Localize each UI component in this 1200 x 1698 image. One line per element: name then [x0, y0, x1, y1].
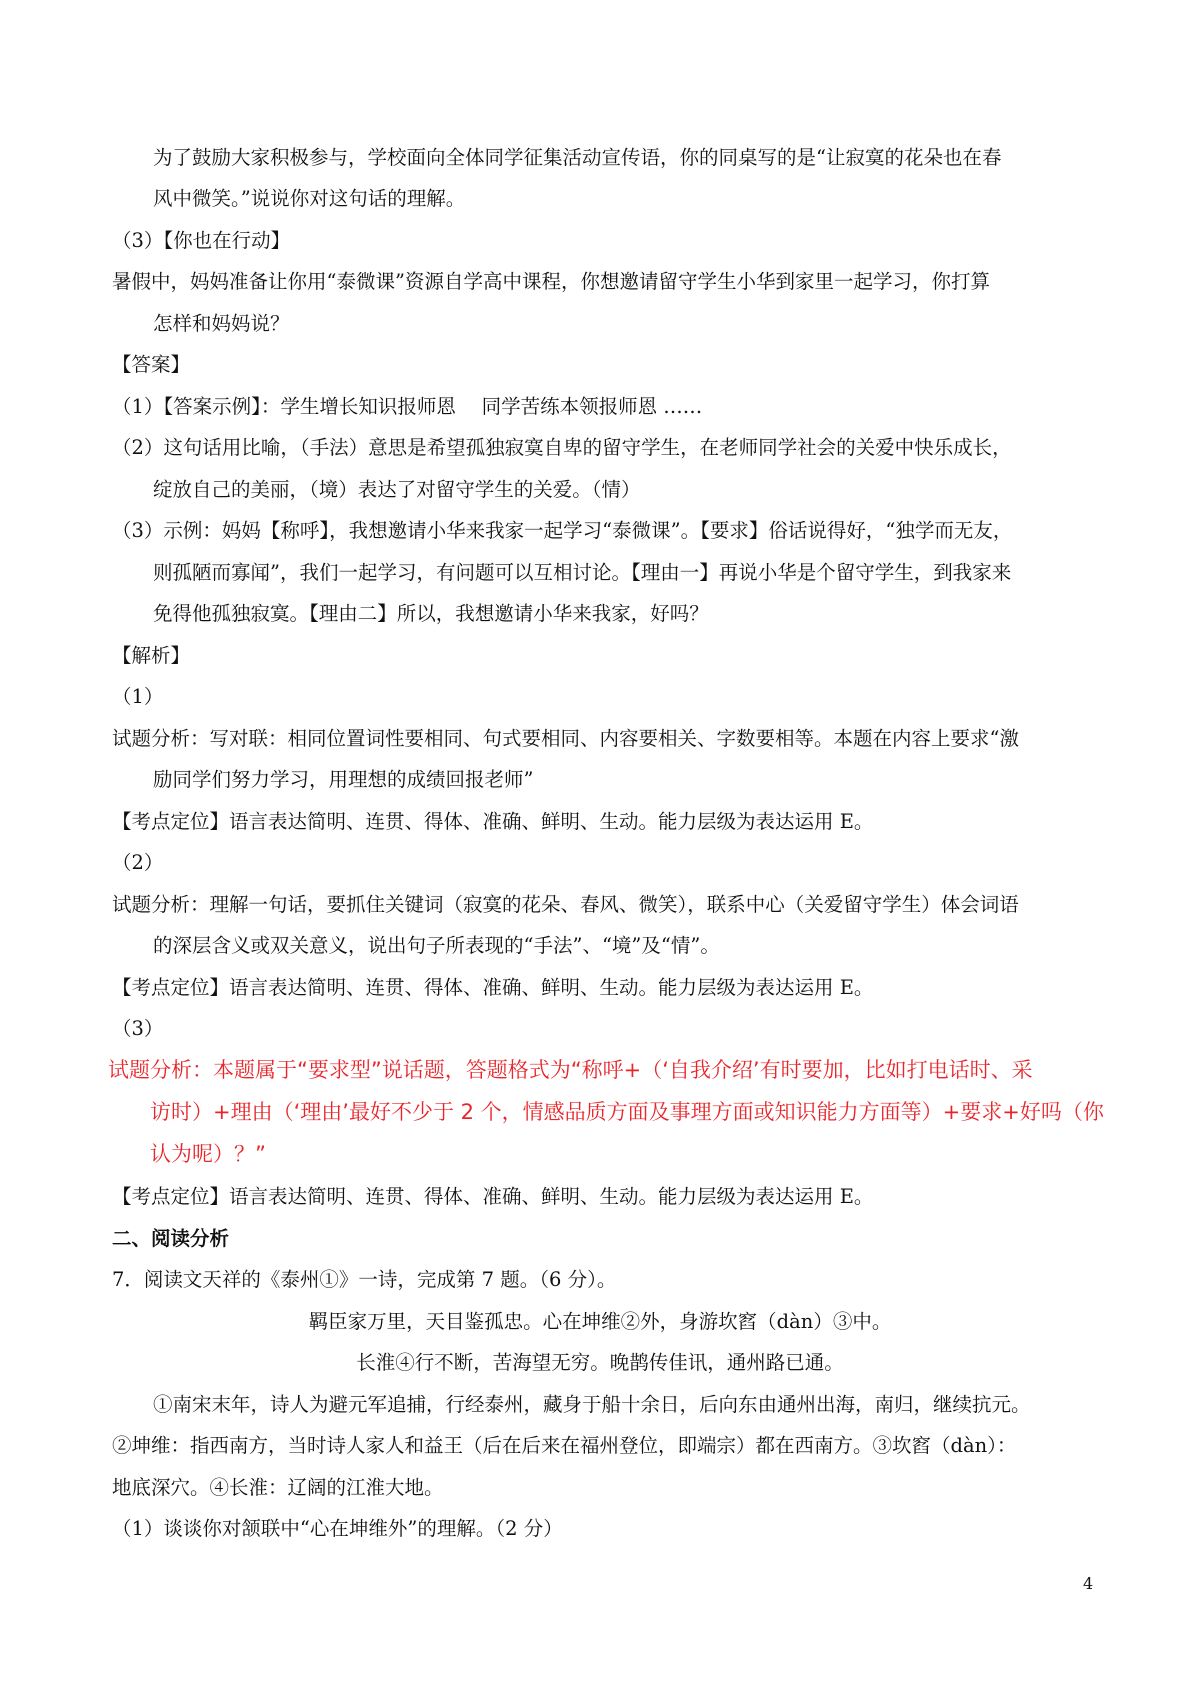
key-point-line: 【考点定位】语言表达简明、连贯、得体、准确、鲜明、生动。能力层级为表达运用 E。	[112, 976, 874, 999]
question-line: 7．阅读文天祥的《泰州①》一诗，完成第 7 题。（6 分）。	[112, 1268, 617, 1291]
answer-line: 免得他孤独寂寞。【理由二】所以，我想邀请小华来我家，好吗？	[153, 602, 709, 625]
key-point-line: 【考点定位】语言表达简明、连贯、得体、准确、鲜明、生动。能力层级为表达运用 E。	[112, 810, 874, 833]
highlighted-analysis-line: 认为呢）？”	[150, 1142, 266, 1166]
note-line: 地底深穴。④长淮：辽阔的江淮大地。	[112, 1476, 444, 1499]
question-text-line: 暑假中，妈妈准备让你用“泰微课”资源自学高中课程，你想邀请留守学生小华到家里一起学习，你打算	[112, 270, 990, 293]
answer-line: （2）这句话用比喻，（手法）意思是希望孤独寂寞自卑的留守学生，在老师同学社会的关爱中快乐成长，	[112, 436, 1012, 459]
poem-line: 羁臣家万里，天目鉴孤忠。心在坤维②外，身游坎窞（dàn）③中。	[308, 1310, 892, 1333]
analysis-number: （3）	[112, 1017, 164, 1040]
answer-line: 则孤陋而寡闻”，我们一起学习，有问题可以互相讨论。【理由一】再说小华是个留守学生，到我家来	[153, 561, 1012, 584]
question-line: （1）谈谈你对颔联中“心在坤维外”的理解。（2 分）	[112, 1517, 563, 1540]
analysis-line: 试题分析：理解一句话，要抓住关键词（寂寞的花朵、春风、微笑），联系中心（关爱留守学生）体会词语	[112, 893, 1019, 916]
analysis-heading: 【解析】	[112, 644, 191, 667]
analysis-number: （1）	[112, 685, 164, 708]
question-text-line: 怎样和妈妈说？	[153, 312, 290, 335]
key-point-line: 【考点定位】语言表达简明、连贯、得体、准确、鲜明、生动。能力层级为表达运用 E。	[112, 1185, 874, 1208]
analysis-number: （2）	[112, 851, 164, 874]
answer-line: （1）【答案示例】：学生增长知识报师恩 同学苦练本领报师恩 ……	[112, 395, 703, 418]
analysis-line: 的深层含义或双关意义，说出句子所表现的“手法”、“境”及“情”。	[153, 934, 720, 957]
answer-heading: 【答案】	[112, 353, 191, 376]
answer-line: 绽放自己的美丽，（境）表达了对留守学生的关爱。（情）	[153, 478, 641, 501]
subquestion-heading: （3）【你也在行动】	[112, 229, 291, 252]
highlighted-analysis-line: 访时）+理由（‘理由’最好不少于 2 个，情感品质方面及事理方面或知识能力方面等）+要求+好吗（你	[150, 1100, 1104, 1124]
poem-line: 长淮④行不断，苦海望无穷。晚鹊传佳讯，通州路已通。	[356, 1351, 844, 1374]
question-text-line: 为了鼓励大家积极参与，学校面向全体同学征集活动宣传语，你的同桌写的是“让寂寞的花朵也在春	[153, 146, 1002, 169]
note-line: ①南宋末年，诗人为避元军追捕，行经泰州，藏身于船十余日，后向东由通州出海，南归，继续抗元。	[153, 1393, 1031, 1416]
question-text-line: 风中微笑。”说说你对这句话的理解。	[153, 187, 466, 210]
highlighted-analysis-line: 试题分析：本题属于“要求型”说话题，答题格式为“称呼+（‘自我介绍’有时要加，比如打电话时、采	[108, 1058, 1033, 1082]
analysis-line: 试题分析：写对联：相同位置词性要相同、句式要相同、内容要相关、字数要相等。本题在内容上要求“激	[112, 727, 1019, 750]
analysis-line: 励同学们努力学习，用理想的成绩回报老师”	[153, 768, 534, 791]
answer-line: （3）示例：妈妈【称呼】，我想邀请小华来我家一起学习“泰微课”。【要求】俗话说得好，“独学而无友，	[112, 519, 1013, 542]
section-heading: 二、阅读分析	[112, 1227, 230, 1250]
note-line: ②坤维：指西南方，当时诗人家人和益王（后在后来在福州登位，即端宗）都在西南方。③坎窞（dàn）：	[112, 1434, 1017, 1457]
page-number: 4	[1083, 1574, 1094, 1593]
